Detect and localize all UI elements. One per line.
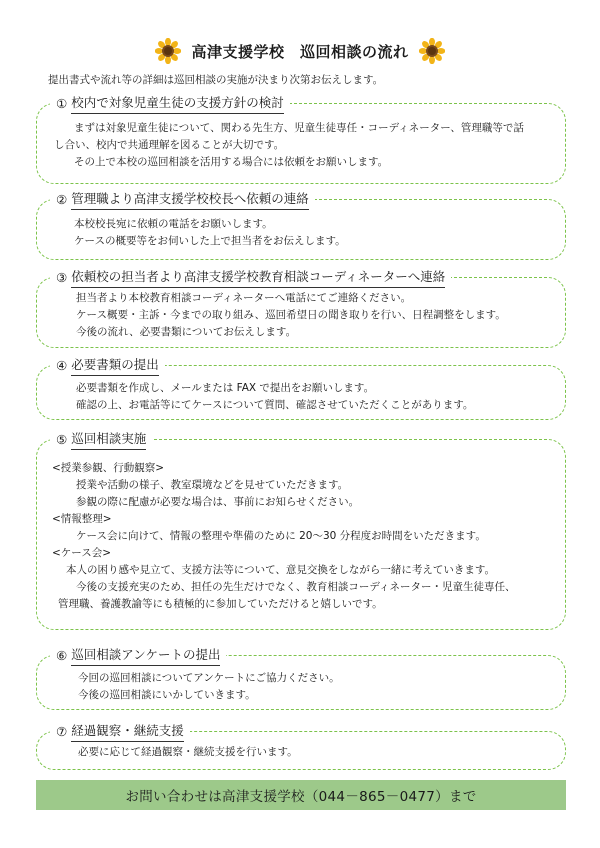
step-2	[36, 190, 566, 260]
subsection-heading: <ケース会>	[52, 547, 112, 559]
step-text-line: その上で本校の巡回相談を活用する場合には依頼をお願いします。	[74, 156, 389, 168]
step-1-heading	[50, 94, 290, 114]
step-7-heading	[50, 722, 190, 742]
step-7	[36, 722, 566, 770]
step-number: ⑦	[56, 724, 68, 739]
page-title: 高津支援学校 巡回相談の流れ	[191, 42, 409, 61]
step-3	[36, 268, 566, 348]
step-text-line: 必要書類を作成し、メールまたは FAX で提出をお願いします。	[76, 382, 375, 394]
step-text-line: 今後の巡回相談にいかしていきます。	[78, 689, 256, 701]
subsection-heading: <授業参観、行動観察>	[52, 462, 165, 474]
step-text-line: 今後の流れ、必要書類についてお伝えします。	[76, 326, 297, 338]
subsection-heading: <情報整理>	[52, 513, 112, 525]
step-4-heading	[50, 356, 165, 376]
step-text-line: 授業や活動の様子、教室環境などを見せていただきます。	[76, 479, 349, 491]
step-title: 巡回相談アンケートの提出	[71, 646, 220, 666]
step-title: 必要書類の提出	[71, 356, 159, 376]
step-text-line: ケース概要・主訴・今までの取り組み、巡回希望日の聞き取りを行い、日程調整をします。	[76, 309, 506, 321]
step-number: ⑤	[56, 432, 68, 447]
step-title: 管理職より高津支援学校校長へ依頼の連絡	[71, 190, 309, 210]
step-number: ①	[56, 96, 68, 111]
step-3-heading	[50, 268, 451, 288]
step-5	[36, 430, 566, 630]
contact-footer: お問い合わせは高津支援学校（044－865－0477）まで	[36, 780, 566, 810]
step-title: 依頼校の担当者より高津支援学校教育相談コーディネーターへ連絡	[71, 268, 445, 288]
step-1	[36, 94, 566, 184]
step-title: 巡回相談実施	[71, 430, 146, 450]
step-text-line: ケースの概要等をお伺いした上で担当者をお伝えします。	[74, 235, 346, 247]
step-text-line: 担当者より本校教育相談コーディネーターへ電話にてご連絡ください。	[76, 292, 412, 304]
step-title: 経過観察・継続支援	[71, 722, 184, 742]
step-title: 校内で対象児童生徒の支援方針の検討	[71, 94, 284, 114]
step-4	[36, 356, 566, 420]
step-2-heading	[50, 190, 315, 210]
step-text-line: まずは対象児童生徒について、関わる先生方、児童生徒専任・コーディネーター、管理職等で話	[74, 122, 524, 134]
step-number: ③	[56, 270, 68, 285]
step-text-line: 今後の支援充実のため、担任の先生だけでなく、教育相談コーディネーター・児童生徒専任、	[76, 581, 516, 593]
title-row	[0, 36, 600, 66]
step-text-line: 必要に応じて経過観察・継続支援を行います。	[78, 746, 298, 758]
intro-text: 提出書式や流れ等の詳細は巡回相談の実施が決まり次第お伝えします。	[48, 74, 384, 86]
sunflower-icon	[155, 38, 181, 64]
step-text-line: 確認の上、お電話等にてケースについて質問、確認させていただくことがあります。	[76, 399, 474, 411]
step-6-heading	[50, 646, 226, 666]
step-text-line: ケース会に向けて、情報の整理や準備のために 20～30 分程度お時間をいただきます。	[76, 530, 486, 542]
step-6	[36, 646, 566, 710]
step-text-line: し合い、校内で共通理解を図ることが大切です。	[54, 139, 285, 151]
step-number: ⑥	[56, 648, 68, 663]
step-text-line: 本人の困り感や見立て、支援方法等について、意見交換をしながら一緒に考えていきます。	[66, 564, 496, 576]
step-5-heading	[50, 430, 152, 450]
step-text-line: 今回の巡回相談についてアンケートにご協力ください。	[78, 672, 340, 684]
step-text-line: 参観の際に配慮が必要な場合は、事前にお知らせください。	[76, 496, 360, 508]
step-number: ②	[56, 192, 68, 207]
step-number: ④	[56, 358, 68, 373]
step-text-line: 本校校長宛に依頼の電話をお願いします。	[74, 218, 273, 230]
sunflower-icon	[419, 38, 445, 64]
step-text-line: 管理職、養護教諭等にも積極的に参加していただけると嬉しいです。	[58, 598, 383, 610]
